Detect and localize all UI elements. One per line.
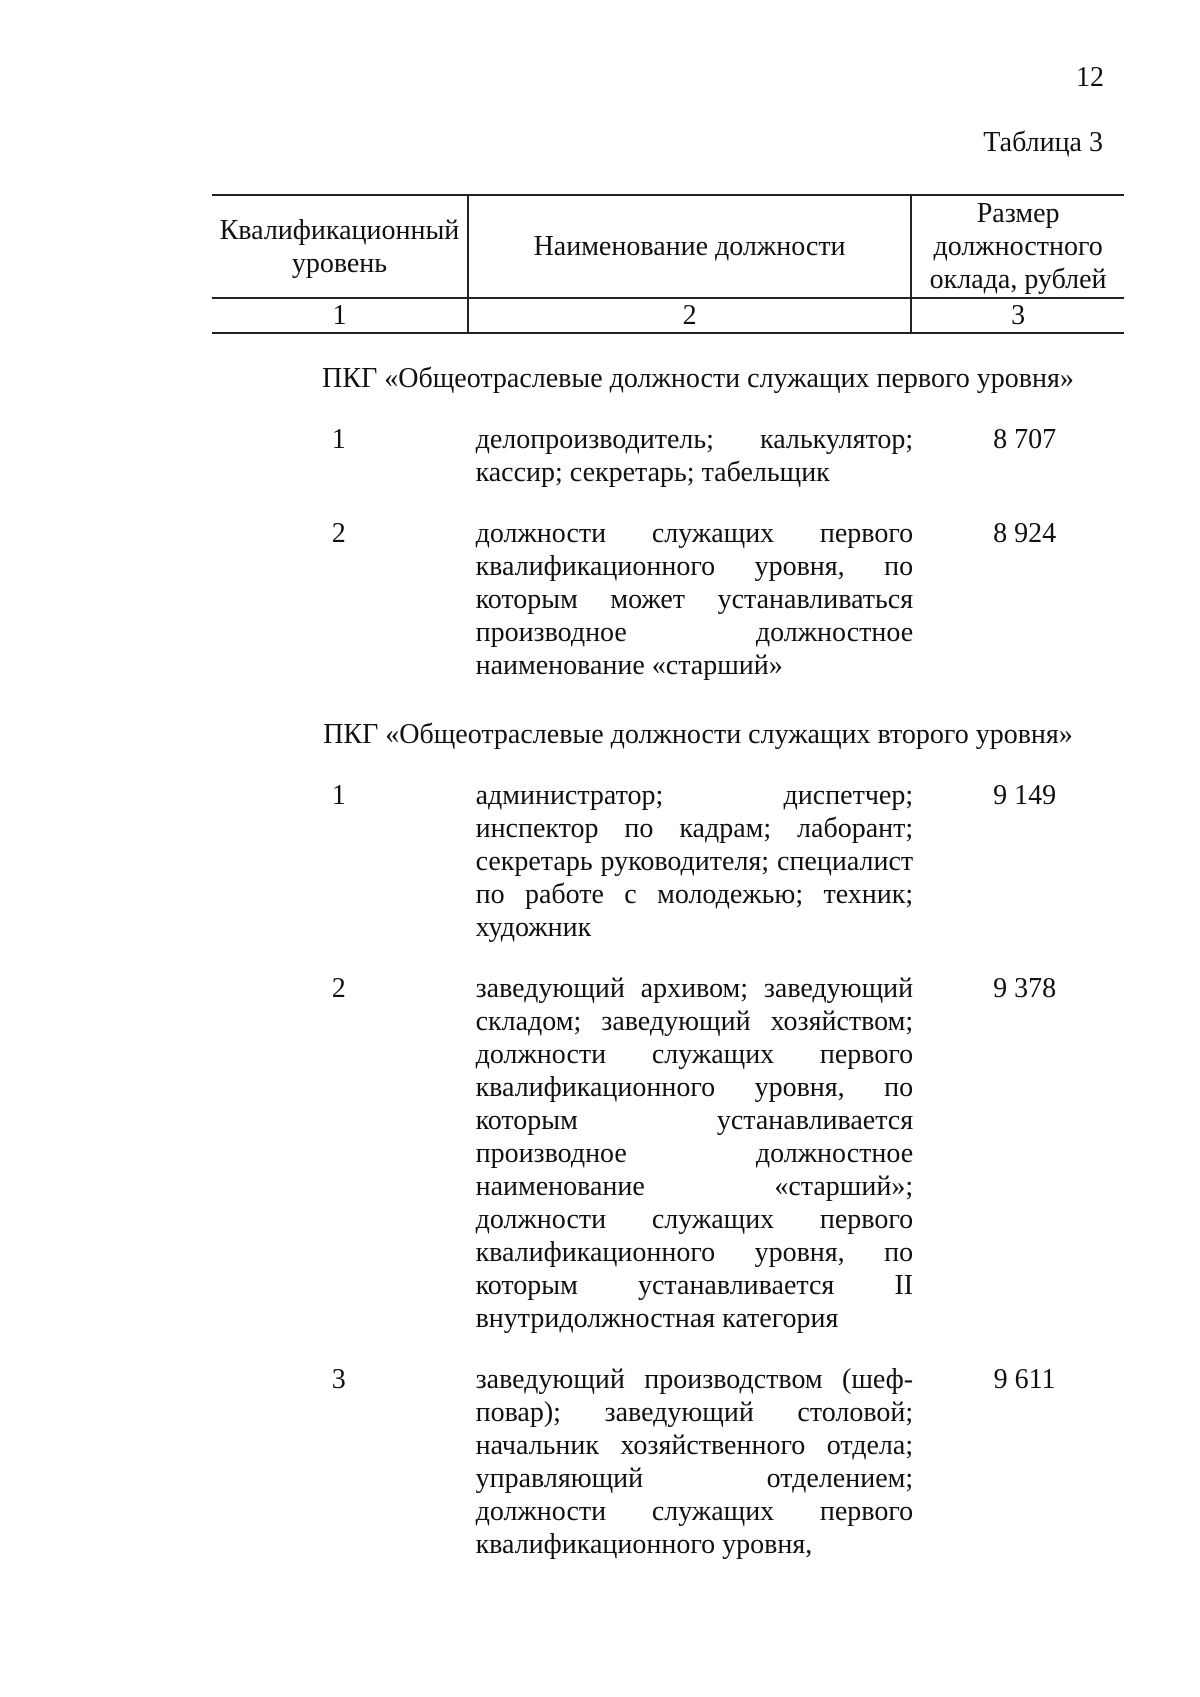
row-position-name: заведующий архивом; заведующий складом; заведующий хозяйством; должности служащих первого квалификационного уровня, по которым устанавливается производное должностное наименование «старший»; должности служащих первого квалификационного уровня, по которым устанавливается II внутридолжностная категория <box>475 973 914 1334</box>
row-level: 3 <box>331 1364 346 1395</box>
page-number: 12 <box>1076 62 1104 93</box>
row-level: 2 <box>331 518 346 549</box>
row-position-name: заведующий производством (шеф-повар); заведующий столовой; начальник хозяйственного отдела; управляющий отделением; должности служащих первого квалификационного уровня, <box>475 1364 914 1560</box>
row-position-name: должности служащих первого квалификационного уровня, по которым может устанавливаться производное должностное наименование «старший» <box>475 518 914 681</box>
header-number-3: 3 <box>911 298 1124 333</box>
header-position-name: Наименование должности <box>468 195 911 298</box>
table-row <box>212 1363 1124 1561</box>
table-label: Таблица 3 <box>983 127 1103 158</box>
row-level: 1 <box>331 780 346 811</box>
row-salary: 9 611 <box>993 1364 1056 1395</box>
table-row <box>212 972 1124 1335</box>
header-qualification-level: Квалификационный уровень <box>212 195 468 298</box>
header-salary: Размер должностного оклада, рублей <box>911 195 1124 298</box>
row-salary: 9 378 <box>993 973 1057 1004</box>
table-body <box>212 362 1124 1561</box>
table-header <box>212 194 1124 334</box>
row-salary: 9 149 <box>993 780 1057 811</box>
table-row <box>212 779 1124 944</box>
row-position-name: делопроизводитель; калькулятор; кассир; секретарь; табельщик <box>475 424 914 488</box>
group-title-second-level: ПКГ «Общеотраслевые должности служащих второго уровня» <box>323 719 1073 750</box>
header-number-1: 1 <box>212 298 468 333</box>
row-level: 1 <box>331 424 346 455</box>
row-level: 2 <box>331 973 346 1004</box>
table-row <box>212 517 1124 682</box>
header-number-2: 2 <box>468 298 911 333</box>
row-salary: 8 707 <box>993 424 1057 455</box>
table-row <box>212 423 1124 489</box>
row-position-name: администратор; диспетчер; инспектор по кадрам; лаборант; секретарь руководителя; специалист по работе с молодежью; техник; художник <box>475 780 914 943</box>
group-title-first-level: ПКГ «Общеотраслевые должности служащих первого уровня» <box>322 363 1074 394</box>
row-salary: 8 924 <box>993 518 1057 549</box>
